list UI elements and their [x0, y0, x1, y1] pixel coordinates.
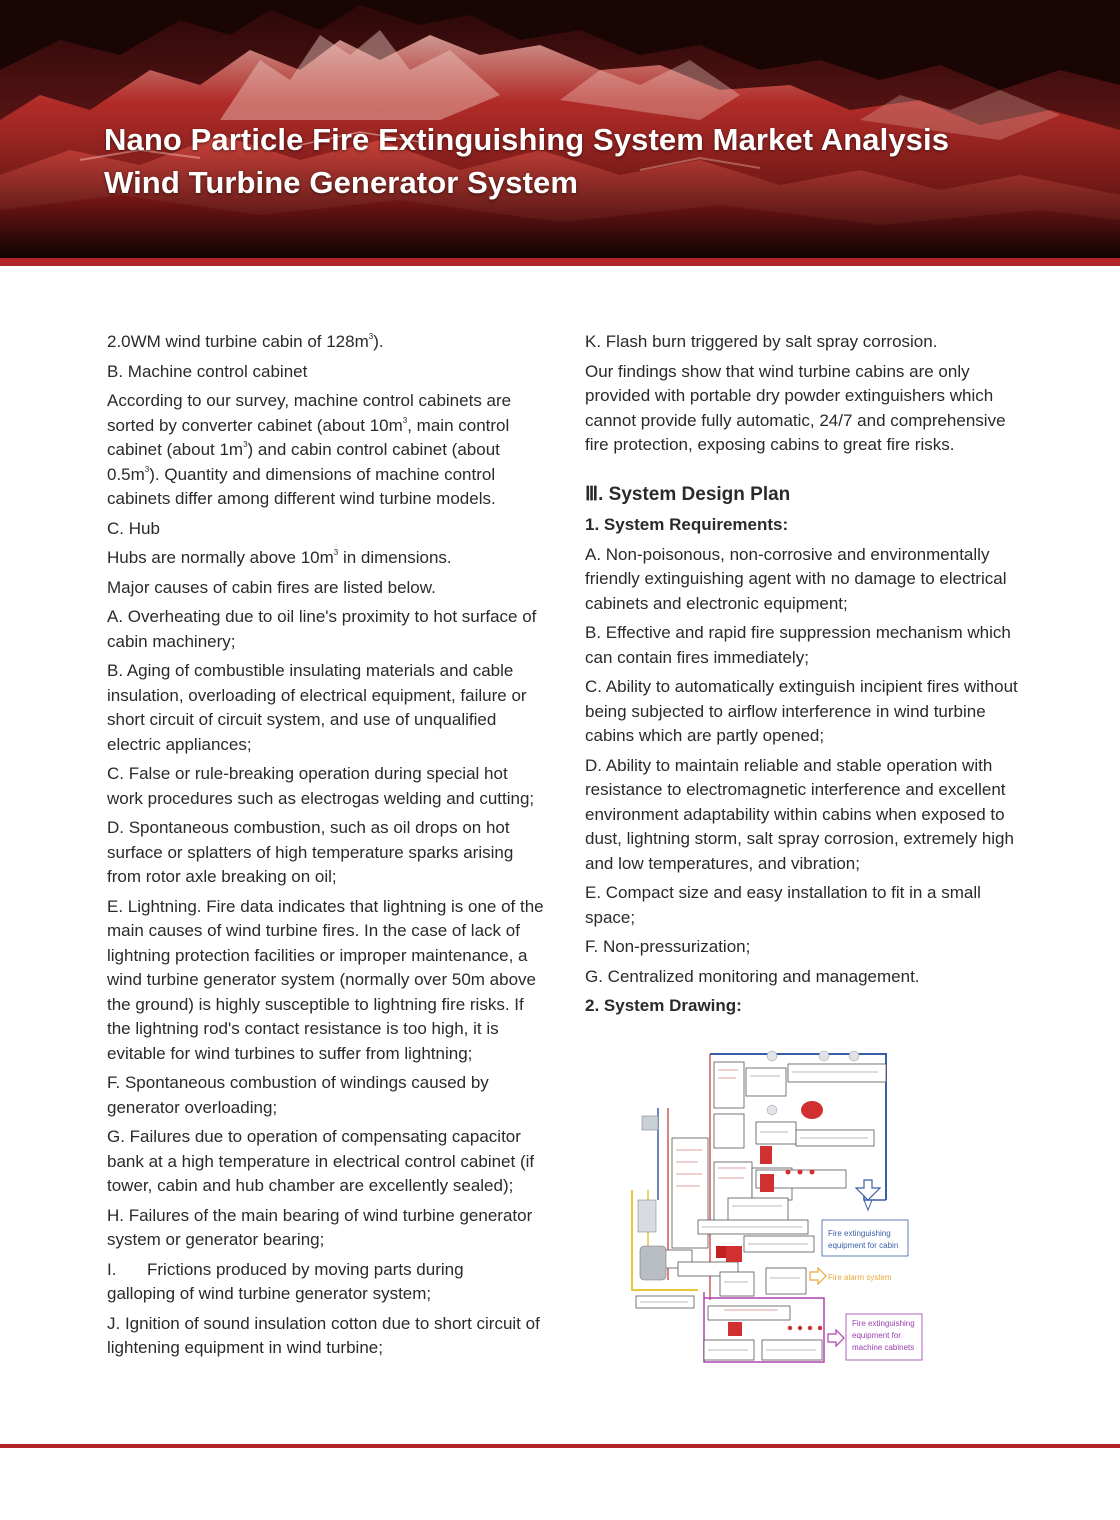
- drawing-label-cabinets-2: equipment for: [852, 1331, 901, 1340]
- drawing-label-cabin-1: Fire extinguishing: [828, 1229, 891, 1238]
- paragraph: J. Ignition of sound insulation cotton due to short circuit of lightening equipment in wind turbine;: [107, 1313, 540, 1357]
- page-title: [104, 118, 949, 204]
- title-line-2: Wind Turbine Generator System: [104, 165, 579, 200]
- drawing-label-cabinets-1: Fire extinguishing: [852, 1319, 915, 1328]
- paragraph: galloping of wind turbine generator system;: [107, 1284, 432, 1303]
- paragraph: H. Failures of the main bearing of wind turbine generator system or generator bearing;: [107, 1205, 533, 1249]
- paragraph: Our findings show that wind turbine cabins are only provided with portable dry powder extinguishers which cannot provide fully automatic, 24/7 and comprehensive fire protection, exposing cabins to great fire risks.: [585, 361, 1006, 454]
- subsection-heading: 1. System Requirements:: [585, 515, 789, 534]
- paragraph: F. Spontaneous combustion of windings caused by generator overloading;: [107, 1073, 489, 1117]
- paragraph: D. Spontaneous combustion, such as oil drops on hot surface or splatters of high temperature sparks arising from rotor axle breaking on oil;: [107, 818, 514, 886]
- system-drawing: [628, 1050, 928, 1366]
- left-column: [107, 330, 547, 1366]
- paragraph: According to our survey, machine control cabinets are sorted by converter cabinet (about $10m^3$, main control cabinet (about $1m^3$) and cabin control cabinet (about $0.5m^3$). Quantity and dimensions of machine control cabinets differ among different wind turbine models.: [107, 391, 512, 508]
- drawing-label-cabin-2: equipment for cabin: [828, 1241, 899, 1250]
- requirement-item: F. Non-pressurization;: [585, 937, 751, 956]
- drawing-label-cabinets-3: machine cabinets: [852, 1343, 915, 1352]
- title-line-1: Nano Particle Fire Extinguishing System Market Analysis: [104, 122, 950, 157]
- banner-accent-stripe: [0, 258, 1120, 266]
- paragraph: C. False or rule-breaking operation during special hot work procedures such as electrogas welding and cutting;: [107, 764, 535, 808]
- drawing-label-alarm: Fire alarm system: [828, 1273, 892, 1282]
- requirement-item: A. Non-poisonous, non-corrosive and environmentally friendly extinguishing agent with no damage to electrical cabinets and electronic equipment;: [585, 544, 1007, 613]
- requirement-item: C. Ability to automatically extinguish incipient fires without being subjected to airflow interference in wind turbine cabins which are partly opened;: [585, 677, 1018, 745]
- footer-rule: [0, 1444, 1120, 1448]
- paragraph: G. Failures due to operation of compensating capacitor bank at a high temperature in electrical control cabinet (if tower, cabin and hub chamber are excellently sealed);: [107, 1127, 535, 1195]
- paragraph: K. Flash burn triggered by salt spray corrosion.: [585, 332, 938, 351]
- requirement-item: G. Centralized monitoring and management.: [585, 966, 920, 986]
- paragraph: E. Lightning. Fire data indicates that lightning is one of the main causes of wind turbine fires. In the case of lack of lightning protection facilities or improper maintenance, a wind turbine generator system (normally over 50m above the ground) is highly susceptible to lightning fire risks. If the lightning rod's contact resistance is too high, it is evitable for wind turbines to suffer from lightning;: [107, 896, 544, 1063]
- paragraph: C. Hub: [107, 518, 160, 538]
- paragraph: Hubs are normally above $10m^3$ in dimensions.: [107, 548, 452, 567]
- paragraph: A. Overheating due to oil line's proximity to hot surface of cabin machinery;: [107, 607, 537, 651]
- paragraph: B. Aging of combustible insulating materials and cable insulation, overloading of electrical equipment, failure or short circuit of circuit system, and use of unqualified electric appliances;: [107, 661, 527, 754]
- header-banner: [0, 0, 1120, 258]
- requirement-item: D. Ability to maintain reliable and stable operation with resistance to electromagnetic interference and excellent environment adaptability within cabins when exposed to dust, lightning storm, salt spray corrosion, extremely high and low temperatures, and vibration;: [585, 755, 1014, 873]
- right-column: [585, 330, 1025, 1024]
- system-diagram-image: [628, 1050, 928, 1366]
- spacer: [585, 463, 1025, 483]
- paragraph: I. Frictions produced by moving parts during: [107, 1259, 464, 1279]
- section-heading: Ⅲ. System Design Plan: [585, 483, 791, 505]
- paragraph: B. Machine control cabinet: [107, 361, 308, 381]
- subsection-heading: 2. System Drawing:: [585, 996, 742, 1015]
- requirement-item: B. Effective and rapid fire suppression mechanism which can contain fires immediately;: [585, 623, 1011, 667]
- paragraph: 2.0WM wind turbine cabin of $128m^3$).: [107, 332, 384, 351]
- requirement-item: E. Compact size and easy installation to fit in a small space;: [585, 883, 981, 927]
- paragraph: Major causes of cabin fires are listed below.: [107, 577, 436, 597]
